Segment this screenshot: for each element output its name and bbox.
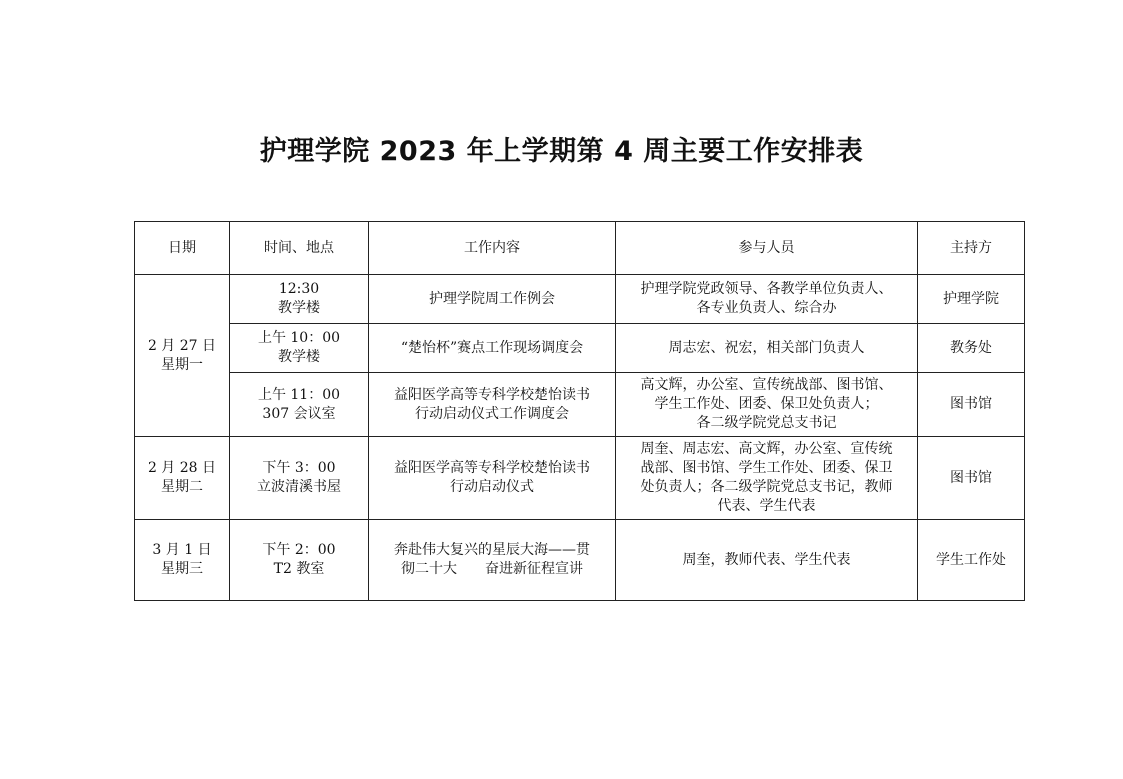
date-text: 2 月 28 日 xyxy=(147,460,217,476)
table-row xyxy=(135,520,1025,601)
participants-text: 高文辉，办公室、宣传统战部、图书馆、 xyxy=(640,377,893,393)
time-place-cell xyxy=(230,520,369,601)
participants-text: 各专业负责人、综合办 xyxy=(696,300,837,316)
host-cell: 图书馆 xyxy=(918,437,1025,520)
participants-text: 处负责人；各二级学院党总支书记，教师 xyxy=(640,479,893,495)
content-text: 护理学院周工作例会 xyxy=(429,290,555,307)
host-cell: 图书馆 xyxy=(918,373,1025,437)
content-cell xyxy=(369,275,616,324)
participants-text: 周奎，教师代表、学生代表 xyxy=(682,551,851,568)
time-text: 上午 11：00 xyxy=(257,386,341,403)
content-cell xyxy=(369,324,616,373)
table-row xyxy=(135,275,1025,324)
header-date: 日期 xyxy=(135,222,230,275)
participants-cell xyxy=(616,373,918,437)
table-row xyxy=(135,324,1025,373)
time-text: 上午 10：00 xyxy=(257,330,341,346)
content-text: 益阳医学高等专科学校楚怡读书 xyxy=(394,386,590,403)
time-place-cell xyxy=(230,275,369,324)
participants-text: 代表、学生代表 xyxy=(717,498,816,514)
participants-text: 各二级学院党总支书记 xyxy=(696,415,837,431)
date-text: 2 月 27 日 xyxy=(147,337,217,354)
host-cell: 学生工作处 xyxy=(918,520,1025,601)
schedule-table xyxy=(134,221,1025,601)
date-cell xyxy=(135,275,230,437)
participants-cell xyxy=(616,275,918,324)
header-content: 工作内容 xyxy=(369,222,616,275)
table-row xyxy=(135,373,1025,437)
content-text: 益阳医学高等专科学校楚怡读书 xyxy=(394,460,590,476)
place-text: 立波清溪书屋 xyxy=(257,479,341,495)
participants-text: 周奎、周志宏、高文辉，办公室、宣传统 xyxy=(640,441,893,457)
time-text: 下午 2：00 xyxy=(262,542,336,558)
content-cell xyxy=(369,373,616,437)
participants-text: 护理学院党政领导、各教学单位负责人、 xyxy=(640,281,893,297)
time-place-cell xyxy=(230,324,369,373)
participants-text: 学生工作处、团委、保卫处负责人； xyxy=(654,396,879,412)
header-participants: 参与人员 xyxy=(616,222,918,275)
header-host: 主持方 xyxy=(918,222,1025,275)
content-cell xyxy=(369,437,616,520)
host-cell: 护理学院 xyxy=(918,275,1025,324)
time-place-cell xyxy=(230,437,369,520)
participants-text: 周志宏、祝宏，相关部门负责人 xyxy=(668,339,865,356)
date-cell xyxy=(135,520,230,601)
place-text: 教学楼 xyxy=(278,349,320,365)
participants-text: 战部、图书馆、学生工作处、团委、保卫 xyxy=(640,460,893,476)
table-header-row xyxy=(135,222,1025,275)
time-place-cell xyxy=(230,373,369,437)
document-title: 护理学院 2023 年上学期第 4 周主要工作安排表 xyxy=(259,136,864,167)
participants-cell xyxy=(616,324,918,373)
header-time-place: 时间、地点 xyxy=(230,222,369,275)
weekday-text: 星期二 xyxy=(161,479,203,495)
content-text: 彻二十大 奋进新征程宣讲 xyxy=(401,561,583,577)
table-row xyxy=(135,437,1025,520)
content-text: 行动启动仪式 xyxy=(450,479,534,495)
time-text: 下午 3：00 xyxy=(262,460,336,476)
participants-cell xyxy=(616,520,918,601)
weekday-text: 星期三 xyxy=(161,561,203,577)
place-text: T2 教室 xyxy=(273,561,325,577)
weekday-text: 星期一 xyxy=(161,356,203,373)
place-text: 307 会议室 xyxy=(262,405,336,422)
content-text: 行动启动仪式工作调度会 xyxy=(415,405,569,422)
place-text: 教学楼 xyxy=(278,300,320,316)
date-cell xyxy=(135,437,230,520)
content-text: 奔赴伟大复兴的星辰大海——贯 xyxy=(394,542,590,558)
participants-cell xyxy=(616,437,918,520)
content-text: “楚怡杯”赛点工作现场调度会 xyxy=(400,339,584,356)
time-text: 12:30 xyxy=(278,281,320,297)
host-cell: 教务处 xyxy=(918,324,1025,373)
date-text: 3 月 1 日 xyxy=(152,542,212,558)
content-cell xyxy=(369,520,616,601)
